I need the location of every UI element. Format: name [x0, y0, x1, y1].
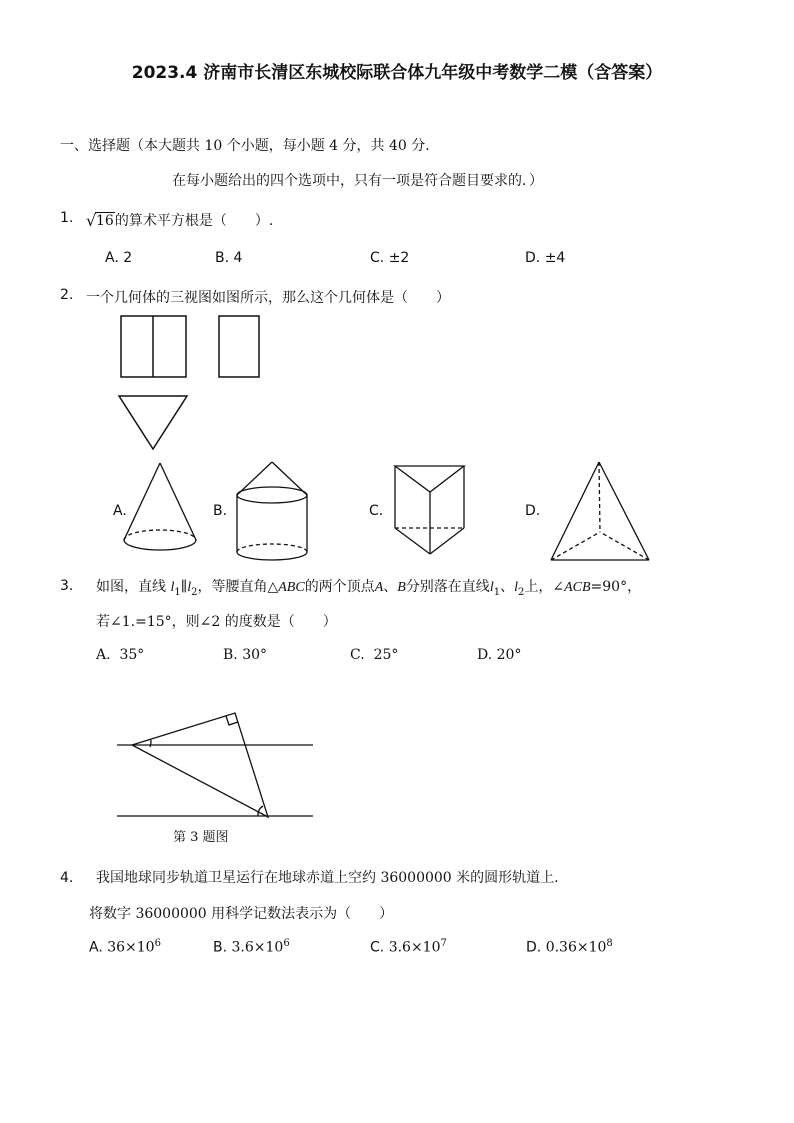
option-mantissa: 3.6×10: [231, 939, 284, 956]
option-label: D.: [526, 939, 542, 956]
subscript: 2: [191, 586, 198, 598]
option-c-triangular-prism: [395, 466, 464, 554]
q2-option-d[interactable]: D.: [525, 503, 541, 519]
subscript: 1: [493, 586, 501, 598]
section-subheading: 在每小题给出的四个选项中，只有一项是符合题目要求的．）: [172, 173, 543, 189]
subscript: 2: [517, 586, 525, 598]
option-mantissa: 36×10: [107, 939, 155, 956]
subscript: 1: [174, 586, 181, 598]
q2-option-b[interactable]: B.: [213, 503, 228, 519]
option-text: 35°: [119, 647, 145, 663]
symbol-a: A: [374, 580, 384, 595]
front-view: [121, 316, 186, 377]
symbol-acb: ACB: [564, 580, 591, 595]
q3-figure-caption: 第 3 题图: [173, 830, 229, 845]
option-label: C.: [350, 647, 365, 663]
option-text: ±4: [544, 250, 566, 266]
option-label: B.: [215, 250, 230, 266]
option-label: C.: [370, 939, 385, 956]
q1-number: 1.: [60, 210, 74, 226]
q4-line2: 将数字 36000000 用科学记数法表示为（ ）: [89, 906, 394, 922]
option-d-pyramid: [551, 462, 649, 560]
option-label: A.: [96, 647, 111, 663]
option-text: 4: [233, 250, 243, 266]
q2-stem: 一个几何体的三视图如图所示，那么这个几何体是（ ）: [86, 290, 450, 306]
option-text: 20°: [496, 647, 522, 663]
q3-option-a[interactable]: [96, 647, 144, 663]
option-label: A.: [105, 250, 119, 266]
q4-stem: 我国地球同步轨道卫星运行在地球赤道上空约 36000000 米的圆形轨道上.: [96, 870, 559, 886]
q3-line2: 若∠1.=15°，则∠2 的度数是（ ）: [96, 614, 337, 630]
symbol-l: l: [187, 580, 192, 595]
stem-text: 、: [500, 579, 515, 595]
q1-radicand: 16: [96, 213, 114, 229]
option-text: 25°: [373, 647, 399, 663]
stem-text: 的两个顶点: [304, 579, 375, 595]
option-text: 30°: [242, 647, 268, 663]
q4-option-c[interactable]: [370, 938, 447, 956]
option-b-cone-cylinder: [237, 462, 307, 560]
angle-1-arc: [150, 740, 151, 747]
stem-text: 如图，直线: [96, 579, 166, 595]
option-a-cone: [124, 463, 196, 550]
q2-number: 2.: [60, 287, 74, 303]
q3-number: 3.: [60, 578, 74, 594]
q3-stem: [96, 576, 641, 598]
option-label: B.: [213, 939, 228, 956]
q3-option-c[interactable]: [350, 647, 398, 663]
symbol-l: l: [170, 580, 175, 595]
section-heading: 一、选择题（本大题共 10 个小题，每小题 4 分，共 40 分．: [60, 138, 440, 154]
option-label: D.: [477, 647, 493, 663]
side-view: [219, 316, 259, 377]
q2-option-a[interactable]: A.: [113, 503, 127, 519]
q3-option-d[interactable]: [477, 647, 521, 663]
page-title: 2023.4 济南市长清区东城校际联合体九年级中考数学二模（含答案）: [131, 63, 663, 83]
sqrt-symbol: √ 16: [86, 211, 114, 230]
option-exponent: 6: [154, 938, 161, 949]
stem-text: 、: [383, 579, 398, 595]
q4-option-a[interactable]: [89, 938, 161, 956]
option-label: A.: [89, 939, 103, 956]
option-exponent: 8: [606, 938, 613, 949]
symbol-l: l: [514, 580, 518, 595]
q3-figure: [117, 713, 313, 817]
option-label: D.: [525, 250, 541, 266]
q3-option-b[interactable]: [223, 647, 267, 663]
q4-option-d[interactable]: [526, 938, 613, 956]
stem-text: ，等腰直角△: [197, 579, 279, 595]
parallel-symbol: ∥: [180, 579, 188, 595]
option-label: C.: [370, 250, 385, 266]
symbol-abc: ABC: [278, 580, 305, 595]
stem-text: =90°，: [590, 579, 642, 595]
option-mantissa: 3.6×10: [388, 939, 441, 956]
q4-number: 4.: [60, 870, 74, 886]
triangle-abc: [132, 713, 268, 817]
q1-stem-text: 的算术平方根是（ ）.: [114, 213, 274, 229]
option-text: ±2: [388, 250, 410, 266]
symbol-l: l: [489, 580, 494, 595]
option-text: 2: [123, 250, 133, 266]
option-mantissa: 0.36×10: [545, 939, 607, 956]
q4-option-b[interactable]: [213, 938, 290, 956]
option-exponent: 7: [440, 938, 447, 949]
q2-option-c[interactable]: C.: [369, 503, 384, 519]
stem-text: 分别落在直线: [405, 579, 490, 595]
option-exponent: 6: [283, 938, 290, 949]
option-label: B.: [223, 647, 238, 663]
symbol-b: B: [397, 580, 406, 595]
stem-text: 上，∠: [524, 579, 565, 595]
top-view: [119, 396, 187, 449]
